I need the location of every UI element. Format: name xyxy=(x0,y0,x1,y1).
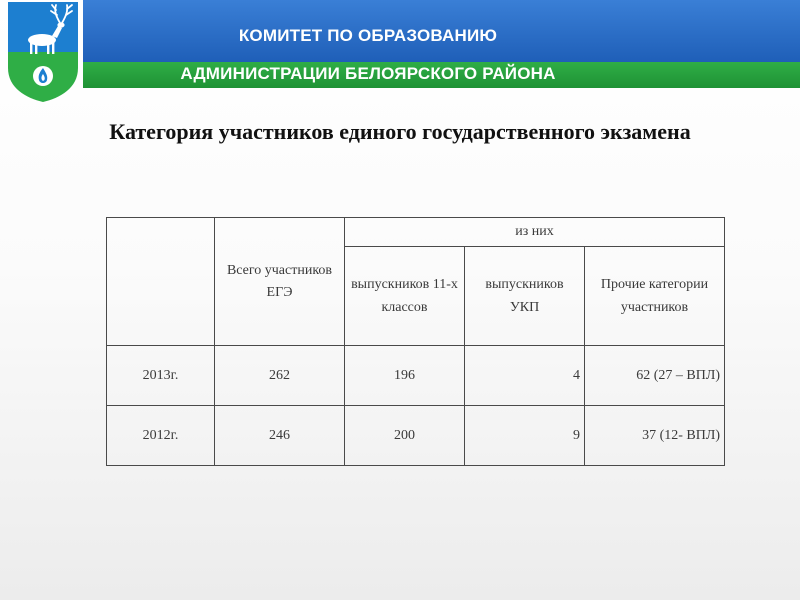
header-line-1: КОМИТЕТ ПО ОБРАЗОВАНИЮ xyxy=(238,26,498,45)
cell-grads11: 196 xyxy=(345,346,465,406)
cell-total: 262 xyxy=(215,346,345,406)
table-header-ukp: выпускников УКП xyxy=(465,247,585,346)
table-header-other: Прочие категории участников xyxy=(585,247,725,346)
table-header-empty xyxy=(107,218,215,346)
table-row xyxy=(107,406,725,466)
table-header-total: Всего участников ЕГЭ xyxy=(215,218,345,346)
header-line-2: АДМИНИСТРАЦИИ БЕЛОЯРСКОГО РАЙОНА xyxy=(180,64,556,83)
table-header-row xyxy=(107,218,725,247)
cell-year: 2013г. xyxy=(107,346,215,406)
cell-other: 37 (12- ВПЛ) xyxy=(585,406,725,466)
cell-ukp: 9 xyxy=(465,406,585,466)
cell-other: 62 (27 – ВПЛ) xyxy=(585,346,725,406)
cell-grads11: 200 xyxy=(345,406,465,466)
table-header-of-them: из них xyxy=(345,218,725,247)
participants-table xyxy=(106,217,725,466)
reindeer-emblem-icon xyxy=(6,0,80,104)
table-row xyxy=(107,346,725,406)
cell-ukp: 4 xyxy=(465,346,585,406)
cell-total: 246 xyxy=(215,406,345,466)
cell-year: 2012г. xyxy=(107,406,215,466)
slide-title: Категория участников единого государственного экзамена xyxy=(109,119,691,144)
table-header-grads11: выпускников 11-х классов xyxy=(345,247,465,346)
